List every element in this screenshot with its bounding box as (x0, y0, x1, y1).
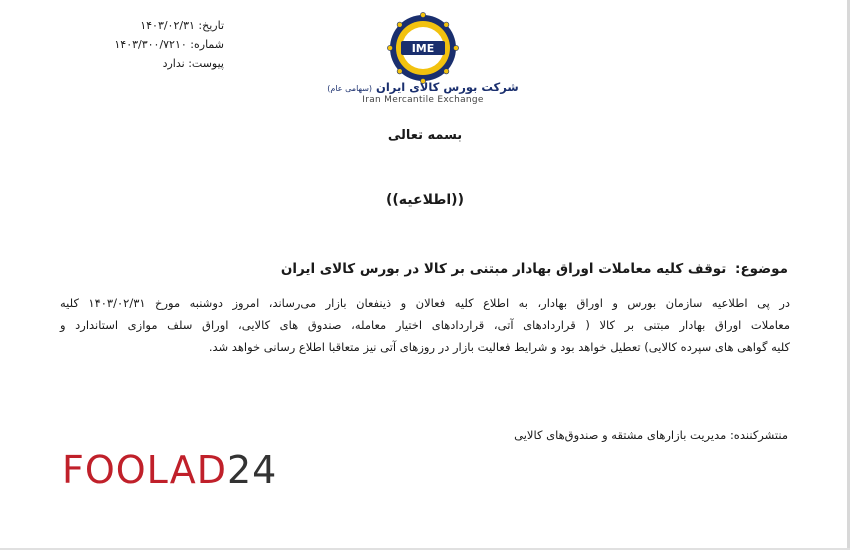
body-line: معاملات اوراق بهادار مبتنی بر کالا ( قراردادهای آتی، قراردادهای اختیار معامله، صندوق های کالایی، اوراق سلف موازی استاندارد و (60, 318, 790, 332)
attachment-value: ندارد (162, 57, 185, 70)
publisher-label: منتشرکننده: (729, 428, 788, 442)
ime-logo-icon (378, 12, 468, 84)
announcement-title: ((اطلاعیه)) (386, 192, 464, 208)
number-label: شماره: (190, 38, 224, 51)
company-name-fa (300, 80, 546, 94)
logo-emblem-text: IME (411, 42, 435, 55)
watermark-part1: FOOLAD (62, 448, 227, 492)
letter-meta (84, 16, 224, 73)
subject-text: توقف کلیه معاملات اوراق بهادار مبتنی بر کالا در بورس کالای ایران (280, 261, 727, 277)
company-name-fa-text: شرکت بورس کالای ایران (376, 80, 519, 94)
date-label: تاریخ: (198, 19, 224, 32)
publisher-value: مدیریت بازارهای مشتقه و صندوق‌های کالایی (514, 428, 727, 442)
foolad24-watermark (62, 448, 277, 492)
date-value: ۱۴۰۳/۰۲/۳۱ (140, 19, 195, 32)
watermark-part2: 24 (226, 448, 278, 492)
subject-label: موضوع: (735, 261, 788, 277)
date-row (84, 16, 224, 35)
subject-line (68, 261, 788, 277)
company-name (300, 80, 546, 105)
number-row (84, 35, 224, 54)
attachment-label: پیوست: (188, 57, 224, 70)
invocation-text: بسمه تعالی (387, 128, 463, 143)
publisher-line (288, 428, 788, 442)
attachment-row (84, 54, 224, 73)
body-line: در پی اطلاعیه سازمان بورس و اوراق بهادار، به اطلاع کلیه فعالان و ذینفعان بازار می‌رساند، امروز دوشنبه مورخ ۱۴۰۳/۰۲/۳۱ کلیه (60, 296, 790, 310)
company-name-en: Iran Mercantile Exchange (362, 95, 484, 105)
body-line: کلیه گواهی های سپرده کالایی) تعطیل خواهد بود و شرایط فعالیت بازار در روزهای آتی نیز متعاقبا اطلاع رسانی خواهد شد. (208, 340, 790, 354)
company-type: (سهامی عام) (327, 84, 373, 93)
number-value: ۱۴۰۳/۳۰۰/۷۲۱۰ (114, 38, 187, 51)
announcement-body (60, 292, 790, 358)
